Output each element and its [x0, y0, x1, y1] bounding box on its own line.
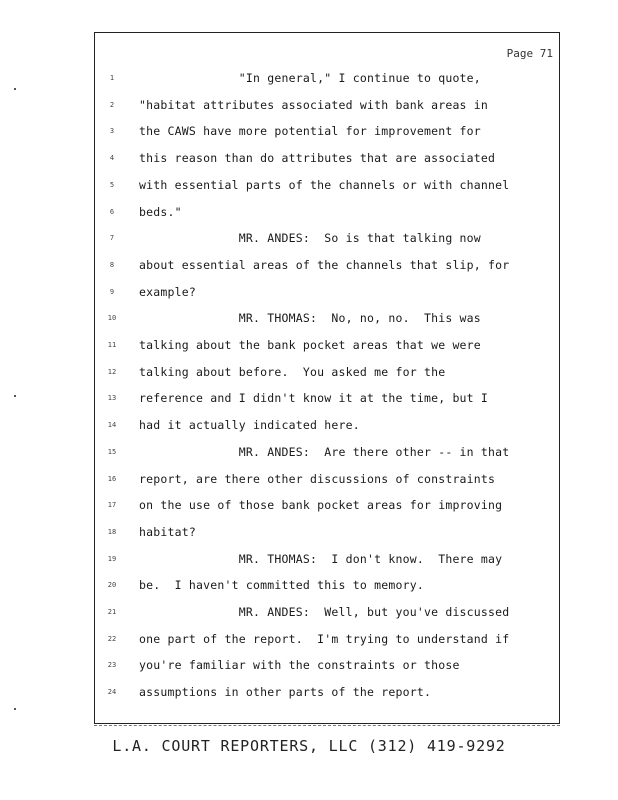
line-number: 18: [107, 527, 117, 536]
transcript-line: [95, 308, 559, 335]
line-text: talking about the bank pocket areas that we were: [139, 338, 481, 352]
margin-mark: [14, 88, 16, 90]
line-number: 23: [107, 661, 117, 670]
line-text: assumptions in other parts of the report.: [139, 685, 432, 700]
line-text: example?: [139, 284, 196, 299]
line-text: MR. ANDES: Well, but you've discussed: [139, 605, 510, 619]
line-text: one part of the report. I'm trying to understand if: [139, 631, 510, 646]
line-number: 12: [107, 367, 117, 376]
line-text: had it actually indicated here.: [139, 418, 360, 433]
line-number: 24: [107, 688, 117, 697]
line-text: "In general," I continue to quote,: [139, 71, 481, 85]
page-number: Page 71: [506, 47, 553, 60]
line-number: 3: [109, 127, 115, 136]
line-number: 13: [107, 394, 117, 403]
margin-mark: [14, 708, 16, 710]
line-text: talking about before. You asked me for the: [139, 364, 446, 379]
line-number: 6: [109, 207, 115, 216]
line-number: 21: [107, 608, 117, 616]
transcript-line: [95, 121, 559, 148]
line-text: MR. THOMAS: I don't know. There may: [139, 551, 503, 566]
line-number: 15: [107, 447, 117, 456]
transcript-line: [95, 655, 559, 682]
line-number: 11: [107, 341, 117, 349]
transcript-line: [95, 282, 559, 309]
line-number: 14: [107, 421, 117, 430]
transcript-line: [95, 522, 559, 549]
line-text: reference and I didn't know it at the time, but I: [139, 391, 489, 406]
transcript-line: [95, 175, 559, 202]
line-text: on the use of those bank pocket areas for improving: [139, 498, 503, 513]
line-number: 9: [109, 287, 115, 296]
transcript-line: [95, 629, 559, 656]
page-bottom-edge: [94, 725, 560, 728]
line-text: about essential areas of the channels that slip, for: [139, 257, 510, 272]
line-number: 4: [109, 154, 115, 163]
margin-mark: [14, 395, 16, 397]
line-number: 8: [109, 260, 115, 269]
transcript-line: [95, 148, 559, 175]
line-text: MR. ANDES: Are there other -- in that: [139, 444, 510, 459]
line-number: 20: [107, 581, 117, 590]
line-number: 16: [107, 474, 117, 483]
reporter-footer: L.A. COURT REPORTERS, LLC (312) 419-9292: [112, 737, 506, 755]
transcript-line: [95, 682, 559, 709]
transcript-line: [95, 442, 559, 469]
line-text: MR. ANDES: So is that talking now: [139, 231, 481, 246]
line-text: you're familiar with the constraints or those: [139, 658, 460, 673]
line-text: this reason than do attributes that are associated: [139, 151, 496, 166]
line-number: 1: [109, 74, 115, 82]
line-number: 22: [107, 634, 117, 643]
line-text: "habitat attributes associated with bank areas in: [139, 97, 489, 112]
transcript-line: [95, 202, 559, 229]
transcript-line: [95, 255, 559, 282]
line-text: habitat?: [139, 524, 196, 539]
line-number: 7: [109, 234, 115, 243]
line-text: beds.": [139, 204, 182, 219]
line-text: MR. THOMAS: No, no, no. This was: [139, 311, 481, 326]
transcript-line: [95, 228, 559, 255]
transcript-line: [95, 415, 559, 442]
transcript-line: [95, 495, 559, 522]
transcript-line: [95, 602, 559, 629]
transcript-line: [95, 95, 559, 122]
transcript-line: [95, 362, 559, 389]
transcript-line: [95, 68, 559, 95]
line-text: be. I haven't committed this to memory.: [139, 578, 424, 593]
transcript-line: [95, 388, 559, 415]
transcript-line: [95, 335, 559, 362]
transcript-line: [95, 469, 559, 496]
line-text: the CAWS have more potential for improvement for: [139, 124, 481, 139]
line-number: 2: [109, 100, 115, 109]
transcript-line: [95, 575, 559, 602]
line-number: 17: [107, 501, 117, 510]
line-number: 5: [109, 180, 115, 189]
line-text: with essential parts of the channels or with channel: [139, 177, 510, 192]
line-number: 19: [107, 554, 117, 563]
transcript-line: [95, 549, 559, 576]
line-number: 10: [107, 314, 117, 323]
transcript-page: [94, 32, 560, 724]
line-text: report, are there other discussions of constraints: [139, 471, 496, 486]
